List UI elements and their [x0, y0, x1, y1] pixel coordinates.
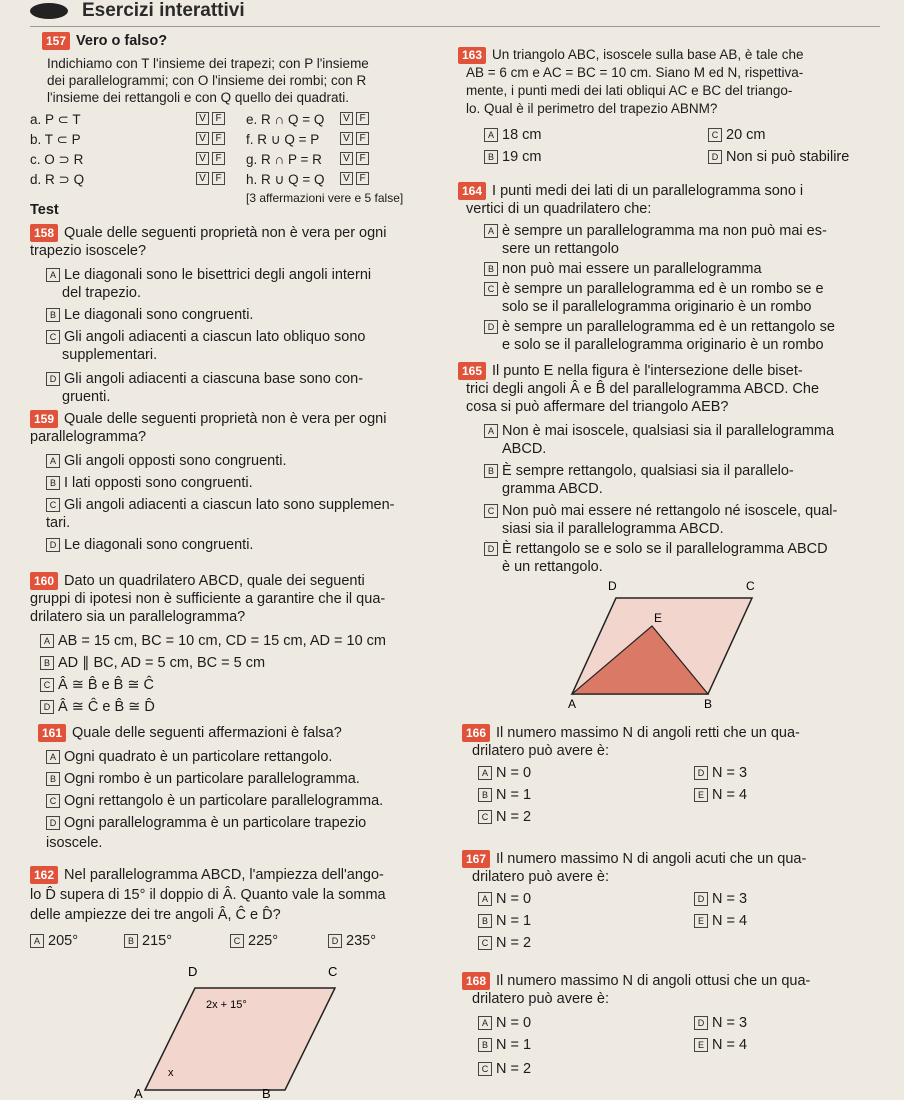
q161-option-d[interactable]: D Ogni parallelogramma è un particolare trapezio [46, 814, 366, 832]
q165-line-3: cosa si può affermare del triangolo AEB? [466, 399, 729, 415]
q164-option-c[interactable]: C è sempre un parallelogramma ed è un rombo se e [484, 280, 824, 298]
q162-parallelogram-figure [120, 960, 360, 1100]
q168-option-c[interactable]: C N = 2 [478, 1060, 531, 1078]
q157-vf-b[interactable]: V F [196, 132, 228, 145]
q158-option-d-cont: gruenti. [62, 389, 111, 405]
q166-option-c[interactable]: C N = 2 [478, 808, 531, 826]
q160-option-a[interactable]: A AB = 15 cm, BC = 10 cm, CD = 15 cm, AD = 10 cm [40, 632, 386, 650]
q157-item-f: f. R ∪ Q = P [246, 132, 320, 147]
q162-question-3: delle ampiezze dei tre angoli Â, Ĉ e D̂? [30, 907, 281, 923]
q165-label-a: A [568, 697, 577, 710]
header-divider [30, 26, 880, 27]
q167-option-c[interactable]: C N = 2 [478, 934, 531, 952]
q157-vf-d[interactable]: V F [196, 172, 228, 185]
q163-option-b[interactable]: B 19 cm [484, 148, 542, 166]
q159-option-c[interactable]: C Gli angoli adiacenti a ciascun lato sono supplemen- [46, 496, 394, 514]
q157-item-g: g. R ∩ P = R [246, 152, 322, 167]
q165-option-d-cont: è un rettangolo. [502, 559, 603, 575]
q164-option-a[interactable]: A è sempre un parallelogramma ma non può mai es- [484, 222, 827, 240]
q163-option-d[interactable]: D Non si può stabilire [708, 148, 849, 166]
q160-question-3: drilatero sia un parallelogramma? [30, 609, 246, 625]
q161-option-a[interactable]: A Ogni quadrato è un particolare rettangolo. [46, 748, 332, 766]
q164-option-d[interactable]: D è sempre un parallelogramma ed è un rettangolo se [484, 318, 835, 336]
q160-option-b[interactable]: B AD ∥ BC, AD = 5 cm, BC = 5 cm [40, 654, 265, 672]
q164-option-a-cont: sere un rettangolo [502, 241, 619, 257]
q165-option-b-cont: gramma ABCD. [502, 481, 603, 497]
q157-title: Vero o falso? [76, 33, 168, 49]
q159-option-d[interactable]: D Le diagonali sono congruenti. [46, 536, 253, 554]
q159-option-c-cont: tari. [46, 515, 71, 531]
q159-question-1: 159 Quale delle seguenti proprietà non è vera per ogni [30, 410, 386, 428]
q157-item-a: a. P ⊂ T [30, 112, 81, 127]
q162-question-2: lo D̂ supera di 15° il doppio di Â. Quanto vale la somma [30, 887, 386, 903]
q167-line-1: 167 Il numero massimo N di angoli acuti che un qua- [462, 850, 806, 868]
q167-option-d[interactable]: D N = 3 [694, 890, 747, 908]
header-icon [30, 3, 68, 19]
q161-option-b[interactable]: B Ogni rombo è un particolare parallelogramma. [46, 770, 360, 788]
q166-option-b[interactable]: B N = 1 [478, 786, 531, 804]
q167-option-b[interactable]: B N = 1 [478, 912, 531, 930]
q164-line-1: 164 I punti medi dei lati di un parallelogramma sono i [458, 182, 803, 200]
q167-option-a[interactable]: A N = 0 [478, 890, 531, 908]
q165-label-e: E [654, 611, 663, 625]
q162-option-b[interactable]: B 215° [124, 932, 172, 950]
q165-label-d: D [608, 579, 617, 593]
q159-question-2: parallelogramma? [30, 429, 147, 445]
q162-question-1: 162 Nel parallelogramma ABCD, l'ampiezza dell'ango- [30, 866, 384, 884]
q163-line-4: lo. Qual è il perimetro del trapezio ABNM? [466, 101, 718, 116]
q157-item-c: c. O ⊃ R [30, 152, 84, 167]
q157-note: [3 affermazioni vere e 5 false] [246, 191, 404, 205]
q157-item-d: d. R ⊃ Q [30, 172, 85, 187]
q161-question: 161 Quale delle seguenti affermazioni è falsa? [38, 724, 342, 742]
q158-option-c-cont: supplementari. [62, 347, 158, 363]
q165-option-a[interactable]: A Non è mai isoscele, qualsiasi sia il parallelogramma [484, 422, 834, 440]
q162-label-c: C [328, 964, 338, 979]
q160-question-2: gruppi di ipotesi non è sufficiente a garantire che il qua- [30, 591, 386, 607]
q165-label-b: B [704, 697, 713, 710]
q167-option-e[interactable]: E N = 4 [694, 912, 747, 930]
q162-label-b: B [262, 1086, 271, 1100]
q162-label-a: A [134, 1086, 143, 1100]
q165-parallelogram-figure [560, 578, 760, 710]
q168-line-1: 168 Il numero massimo N di angoli ottusi che un qua- [462, 972, 810, 990]
q166-line-2: drilatero può avere è: [472, 743, 610, 759]
q157-vf-c[interactable]: V F [196, 152, 228, 165]
q157-vf-g[interactable]: V F [340, 152, 372, 165]
q158-option-d[interactable]: D Gli angoli adiacenti a ciascuna base sono con- [46, 370, 363, 388]
q168-option-a[interactable]: A N = 0 [478, 1014, 531, 1032]
q162-angle-a-label: x [168, 1067, 174, 1079]
q165-line-2: trici degli angoli Â e B̂ del parallelogramma ABCD. Che [466, 381, 820, 397]
test-heading: Test [30, 202, 59, 218]
q158-option-b[interactable]: B Le diagonali sono congruenti. [46, 306, 253, 324]
q166-line-1: 166 Il numero massimo N di angoli retti che un qua- [462, 724, 800, 742]
q157-item-h: h. R ∪ Q = Q [246, 172, 325, 187]
q164-option-c-cont: solo se il parallelogramma originario è un rombo [502, 299, 812, 315]
q162-angle-d-label: 2x + 15° [206, 999, 247, 1011]
q160-question-1: 160 Dato un quadrilatero ABCD, quale dei seguenti [30, 572, 365, 590]
q158-question-1: 158 Quale delle seguenti proprietà non è vera per ogni [30, 224, 386, 242]
q160-option-d[interactable]: D Â ≅ Ĉ e B̂ ≅ D̂ [40, 698, 155, 716]
q158-option-a-cont: del trapezio. [62, 285, 141, 301]
q162-label-d: D [188, 964, 198, 979]
q165-label-c: C [746, 579, 755, 593]
q163-line-3: mente, i punti medi dei lati obliqui AC e BC del triango- [466, 83, 793, 98]
q157-vf-a[interactable]: V F [196, 112, 228, 125]
q163-line-1: 163 Un triangolo ABC, isoscele sulla base AB, è tale che [458, 46, 803, 64]
q157-number: 157 [42, 32, 70, 50]
q159-option-a[interactable]: A Gli angoli opposti sono congruenti. [46, 452, 286, 470]
q157-title-row [42, 32, 167, 50]
q161-option-c[interactable]: C Ogni rettangolo è un particolare parallelogramma. [46, 792, 383, 810]
q158-option-a[interactable]: A Le diagonali sono le bisettrici degli angoli interni [46, 266, 371, 284]
q164-line-2: vertici di un quadrilatero che: [466, 201, 652, 217]
q165-option-c[interactable]: C Non può mai essere né rettangolo né isoscele, qual- [484, 502, 837, 520]
q166-option-a[interactable]: A N = 0 [478, 764, 531, 782]
q157-intro-3: l'insieme dei rettangoli e con Q quello dei quadrati. [47, 90, 350, 105]
q157-vf-h[interactable]: V F [340, 172, 372, 185]
q161-option-d-cont: isoscele. [46, 835, 103, 851]
q165-option-a-cont: ABCD. [502, 441, 547, 457]
q168-option-b[interactable]: B N = 1 [478, 1036, 531, 1054]
q163-option-a[interactable]: A 18 cm [484, 126, 542, 144]
q166-option-e[interactable]: E N = 4 [694, 786, 747, 804]
page-title: Esercizi interattivi [82, 0, 245, 21]
q167-line-2: drilatero può avere è: [472, 869, 610, 885]
q162-option-d[interactable]: D 235° [328, 932, 376, 950]
q157-item-e: e. R ∩ Q = Q [246, 112, 325, 127]
q162-option-a[interactable]: A 205° [30, 932, 78, 950]
q165-option-b[interactable]: B È sempre rettangolo, qualsiasi sia il parallelo- [484, 462, 794, 480]
q168-option-d[interactable]: D N = 3 [694, 1014, 747, 1032]
q157-vf-f[interactable]: V F [340, 132, 372, 145]
q168-line-2: drilatero può avere è: [472, 991, 610, 1007]
q157-item-b: b. T ⊂ P [30, 132, 81, 147]
q159-option-b[interactable]: B I lati opposti sono congruenti. [46, 474, 253, 492]
q168-option-e[interactable]: E N = 4 [694, 1036, 747, 1054]
q164-option-b[interactable]: B non può mai essere un parallelogramma [484, 260, 762, 278]
q162-option-c[interactable]: C 225° [230, 932, 278, 950]
q157-intro-1: Indichiamo con T l'insieme dei trapezi; con P l'insieme [47, 56, 369, 71]
q160-option-c[interactable]: C Â ≅ B̂ e B̂ ≅ Ĉ [40, 676, 154, 694]
q164-option-d-cont: e solo se il parallelogramma originario è un rombo [502, 337, 824, 353]
q165-option-c-cont: siasi sia il parallelogramma ABCD. [502, 521, 724, 537]
q163-line-2: AB = 6 cm e AC = BC = 10 cm. Siano M ed N, rispettiva- [466, 65, 804, 80]
q165-line-1: 165 Il punto E nella figura è l'intersezione delle biset- [458, 362, 803, 380]
q157-intro-2: dei parallelogrammi; con O l'insieme dei rombi; con R [47, 73, 367, 88]
q166-option-d[interactable]: D N = 3 [694, 764, 747, 782]
q165-option-d[interactable]: D È rettangolo se e solo se il parallelogramma ABCD [484, 540, 828, 558]
q157-vf-e[interactable]: V F [340, 112, 372, 125]
q158-question-2: trapezio isoscele? [30, 243, 147, 259]
q158-option-c[interactable]: C Gli angoli adiacenti a ciascun lato obliquo sono [46, 328, 365, 346]
q163-option-c[interactable]: C 20 cm [708, 126, 766, 144]
